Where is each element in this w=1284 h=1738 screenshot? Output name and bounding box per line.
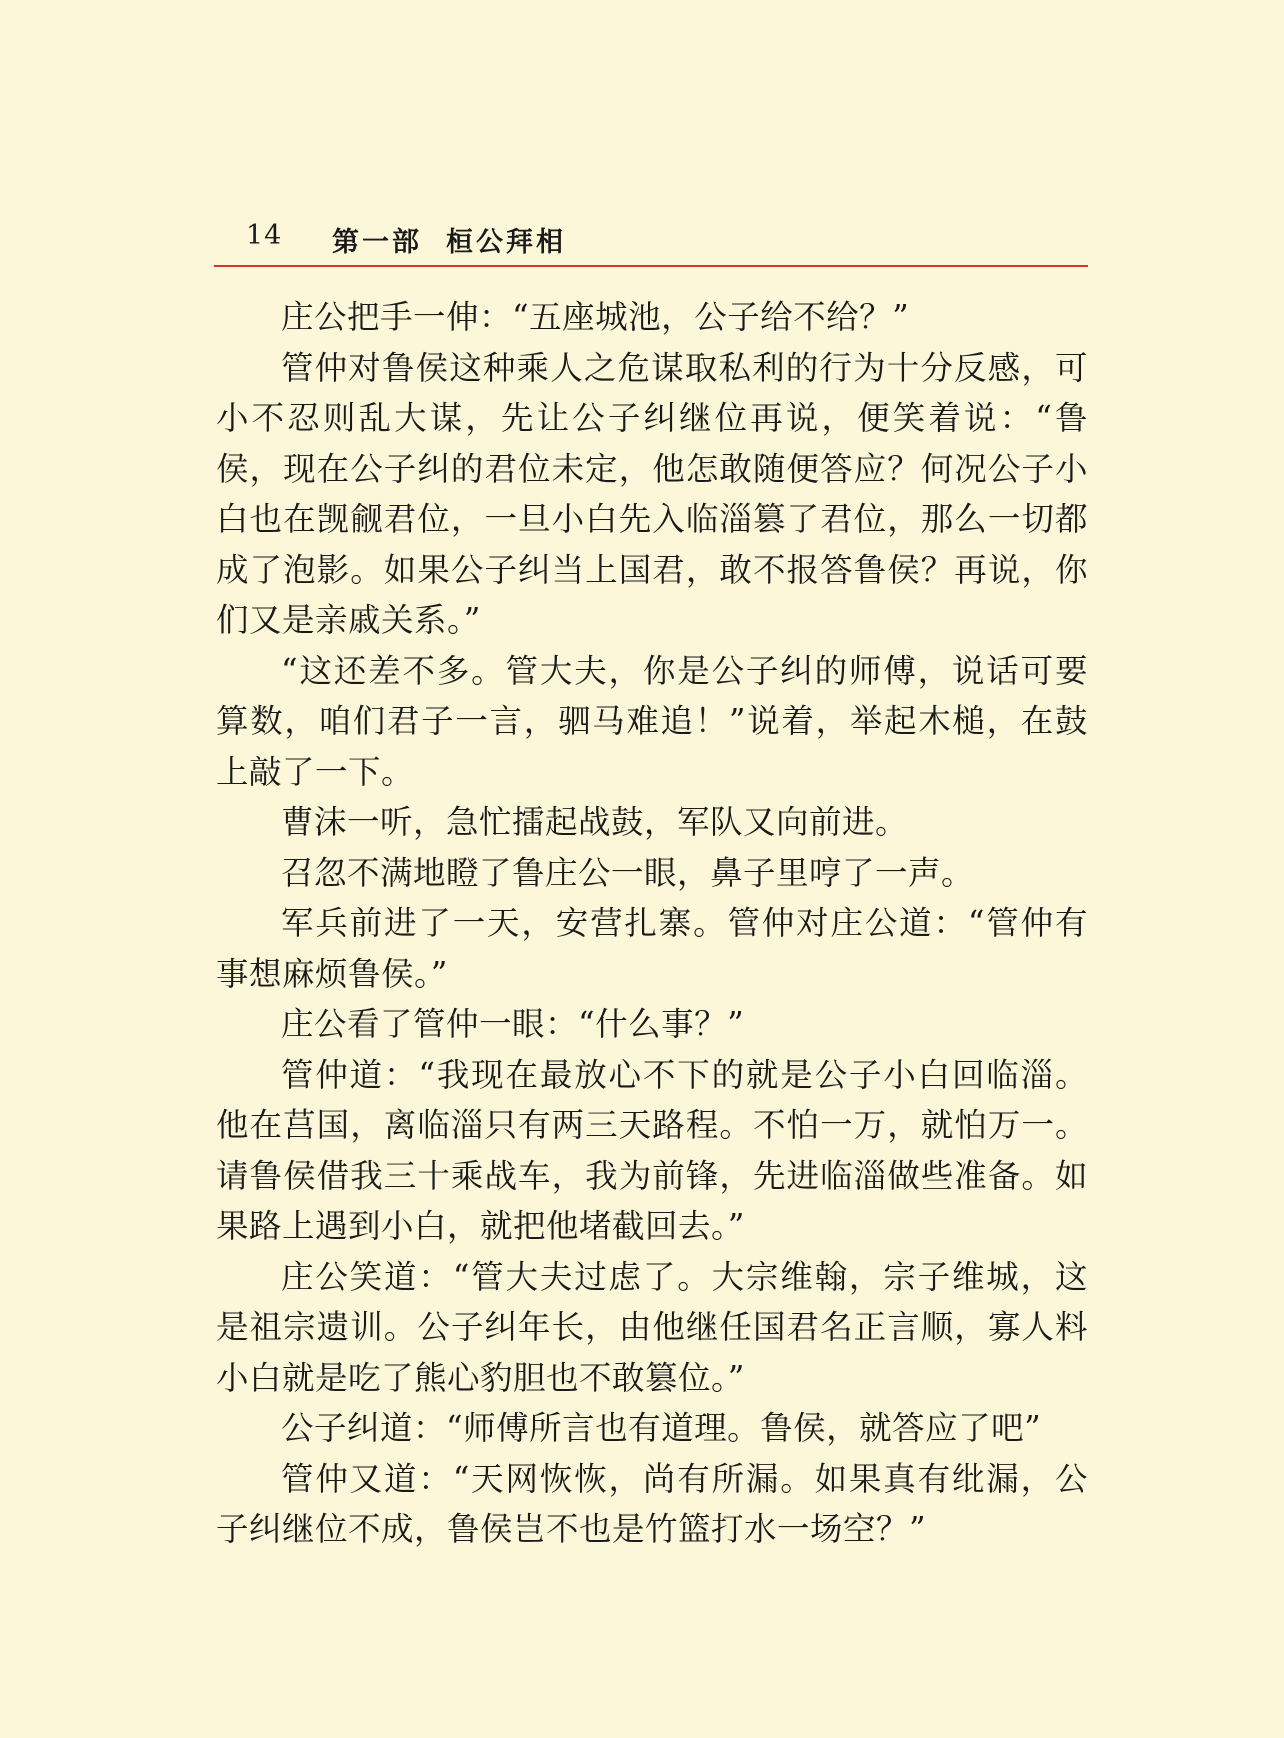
paragraph: 曹沫一听，急忙擂起战鼓，军队又向前进。 xyxy=(281,803,909,841)
paragraph: 召忽不满地瞪了鲁庄公一眼，鼻子里哼了一声。 xyxy=(281,853,975,892)
paragraph: 军兵前进了一天，安营扎寨。管仲对庄公道：“管仲有事想麻烦鲁侯。” xyxy=(216,904,1088,993)
header-divider xyxy=(214,265,1088,267)
page-number: 14 xyxy=(246,220,283,251)
header-chapter-title: 桓公拜相 xyxy=(446,227,566,258)
paragraph: 公子纠道：“师傅所言也有道理。鲁侯，就答应了吧” xyxy=(281,1409,1042,1447)
paragraph: 庄公笑道：“管大夫过虑了。大宗维翰，宗子维城，这是祖宗遗训。公子纠年长，由他继任国君名正言顺，寡人料小白就是吃了熊心豹胆也不敢篡位。” xyxy=(216,1257,1088,1397)
paragraph: 管仲道：“我现在最放心不下的就是公子小白回临淄。他在莒国，离临淄只有两三天路程。不怕一万，就怕万一。请鲁侯借我三十乘战车，我为前锋，先进临淄做些准备。如果路上遇到小白，就把他堵截回去。” xyxy=(216,1055,1088,1245)
paragraph: 庄公看了管仲一眼：“什么事？” xyxy=(281,1005,745,1043)
header-part-label: 第一部 xyxy=(332,227,422,258)
body-text xyxy=(216,292,1088,1555)
paragraph: 管仲又道：“天网恢恢，尚有所漏。如果真有纰漏，公子纠继位不成，鲁侯岂不也是竹篮打水一场空？” xyxy=(216,1459,1088,1548)
paragraph: 庄公把手一伸：“五座城池，公子给不给？” xyxy=(281,298,910,336)
paragraph: “这还差不多。管大夫，你是公子纠的师傅，说话可要算数，咱们君子一言，驷马难追！”说着，举起木槌，在鼓上敲了一下。 xyxy=(216,651,1088,791)
paragraph: 管仲对鲁侯这种乘人之危谋取私利的行为十分反感，可小不忍则乱大谋，先让公子纠继位再说，便笑着说：“鲁侯，现在公子纠的君位未定，他怎敢随便答应？何况公子小白也在觊觎君位，一旦小白先入临淄篡了君位，那么一切都成了泡影。如果公子纠当上国君，敢不报答鲁侯？再说，你们又是亲戚关系。” xyxy=(216,348,1088,639)
running-header xyxy=(214,216,1088,266)
